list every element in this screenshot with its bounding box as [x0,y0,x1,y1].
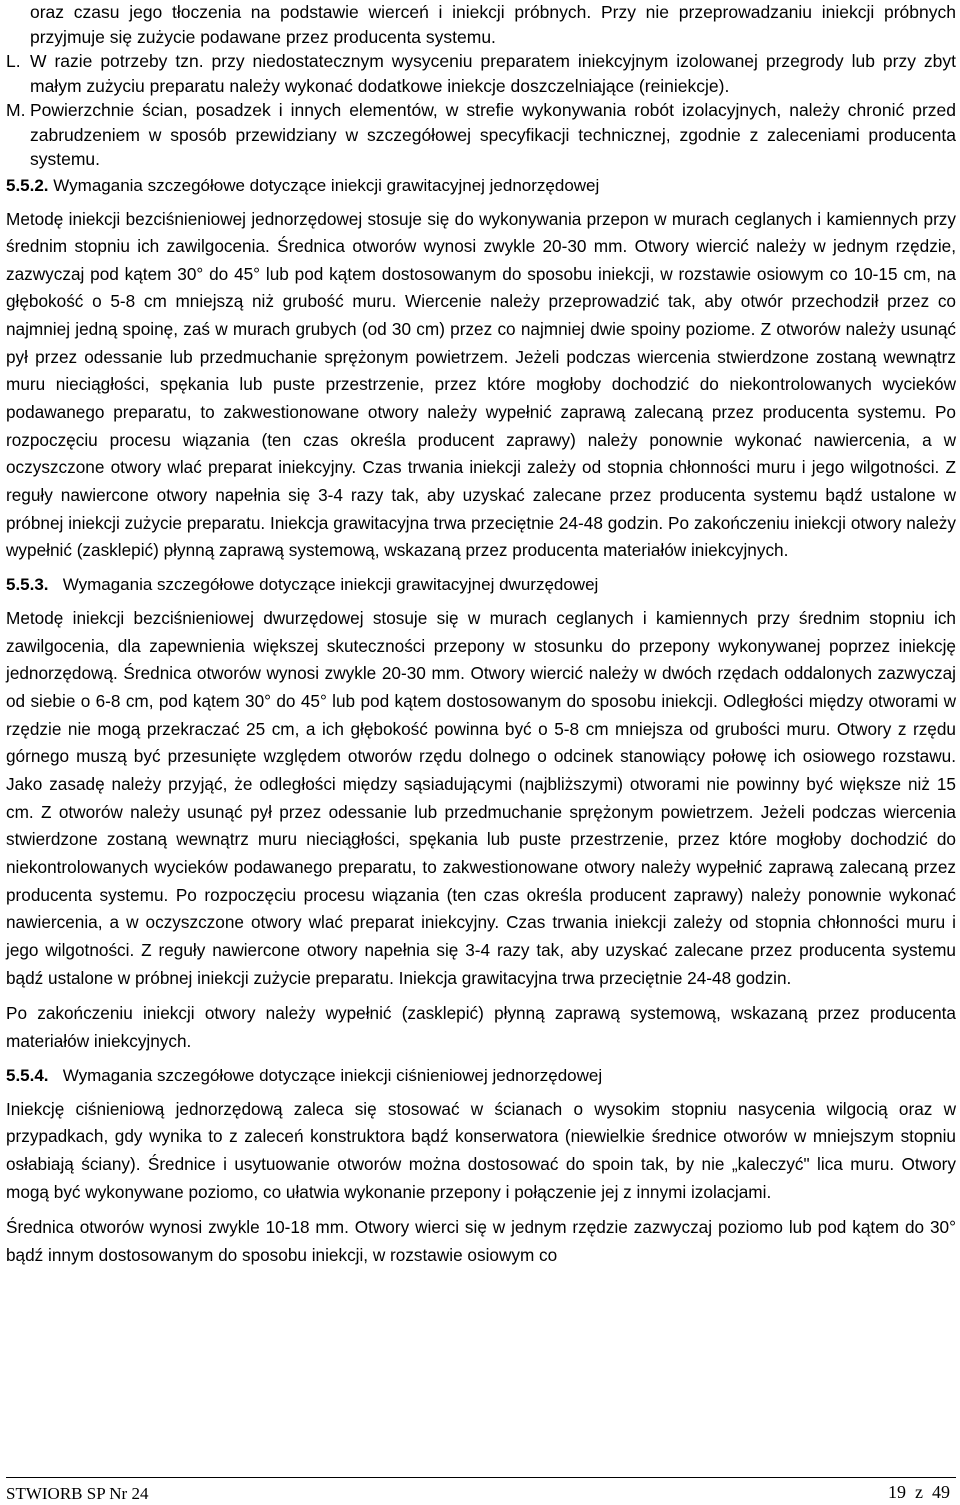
section-body-5-5-3-closing: Po zakończeniu iniekcji otwory należy wypełnić (zasklepić) płynną zaprawą systemową, wskazaną przez producenta materiałów iniekcyjnych. [6,1003,956,1051]
section-number: 5.5.4. [6,1065,49,1085]
section-body-5-5-3: Metodę iniekcji bezciśnieniowej dwurzędowej stosuje się w murach ceglanych i kamiennych przy średnim stopniu ich zawilgocenia, dla zapewnienia większej skuteczności przepony w stosunku do przepony wykonywanej poprzez iniekcję jednorzędową. Średnica otworów wynosi zwykle 20-30 mm. Otwory wiercić należy w dwóch rzędach oddalonych zazwyczaj od siebie o 6-8 cm, pod kątem 30° do 45° lub pod kątem dostosowanym do sposobu iniekcji. Odległości między otworami w rzędzie nie mogą przekraczać 25 cm, a ich głębokość powinna być o 5-8 cm mniejsza od grubości muru. Otwory z rzędu górnego muszą być przesunięte względem otworów rzędu dolnego o odcinek stanowiący połowę ich osiowego rozstawu. Jako zasadę należy przyjąć, że odległości między sąsiadującymi (najbliższymi) otworami nie powinny być większe niż 15 cm. Z otworów należy usunąć pył przez odessanie lub przedmuchanie sprężonym powietrzem. Jeżeli podczas wiercenia stwierdzone zostaną wewnątrz muru nieciągłości, spękania lub puste przestrzenie, przez które mogłoby dochodzić do niekontrolowanych wycieków podawanego preparatu, to zakwestionowane otwory należy wypełnić zaprawą zalecaną przez producenta systemu. Po rozpoczęciu procesu wiązania (ten czas określa producent zaprawy) należy ponownie wykonać nawiercenia, a w oczyszczone otwory wlać preparat iniekcyjny. Czas trwania iniekcji zależy od stopnia chłonności muru i jego wilgotności. Z reguły nawiercone otwory napełnia się 3-4 razy tak, aby uzyskać zalecane przez producenta systemu bądź ustalone w próbnej iniekcji zużycie preparatu. Iniekcja grawitacyjna trwa przeciętnie 24-48 godzin. [6,608,956,988]
document-id: STWIORB SP Nr 24 [6,1484,149,1503]
page-separator: z [915,1482,923,1502]
section-body-5-5-4: Iniekcję ciśnieniową jednorzędową zaleca się stosować w ścianach o wysokim stopniu nasycenia wilgocią oraz w przypadkach, gdy wynika to z zaleceń konstruktora bądź konserwatora (niewielkie średnice otworów w mniejszym stopniu osłabiają ściany). Średnice i usytuowanie otworów można dostosować do spoin tak, by nie „kaleczyć" lica muru. Otwory mogą być wykonywane poziomo, co ułatwia wykonanie przepony i połączenie jej z innymi izolacjami. [6,1098,956,1202]
continued-paragraph: oraz czasu jego tłoczenia na podstawie wierceń i iniekcji próbnych. Przy nie przeprowadzaniu iniekcji próbnych przyjmuje się zużycie podawane przez producenta systemu. [30,2,956,47]
section-heading-5-5-2 [6,174,956,198]
list-item-text: Powierzchnie ścian, posadzek i innych elementów, w strefie wykonywania robót izolacyjnych, należy chronić przed zabrudzeniem w sposób przewidziany w szczegółowej specyfikacji technicznej, zgodnie z zaleceniami producenta systemu. [30,100,956,169]
section-title: Wymagania szczegółowe dotyczące iniekcji ciśnieniowej jednorzędowej [62,1065,603,1085]
section-body-5-5-4-continued: Średnica otworów wynosi zwykle 10-18 mm. Otwory wierci się w jednym rzędzie zazwyczaj poziomo lub pod kątem do 30° bądź innym dostosowanym do sposobu iniekcji, w rozstawie osiowym co [6,1217,956,1265]
page-total: 49 [932,1482,950,1502]
section-number: 5.5.3. [6,575,49,595]
section-heading-5-5-3 [6,573,956,597]
list-item-label: L. [6,51,21,71]
list-item-text: W razie potrzeby tzn. przy niedostatecznym wysyceniu preparatem iniekcyjnym izolowanej przegrody lub przy zbyt małym zużyciu preparatu należy wykonać dodatkowe iniekcje doszczelniające (reiniekcje). [30,51,956,96]
section-title: Wymagania szczegółowe dotyczące iniekcji grawitacyjnej dwurzędowej [62,575,599,595]
section-body-5-5-2: Metodę iniekcji bezciśnieniowej jednorzędowej stosuje się do wykonywania przepon w murach ceglanych i kamiennych przy średnim stopniu ich zawilgocenia. Średnica otworów wynosi zwykle 20-30 mm. Otwory wiercić należy w jednym rzędzie, zazwyczaj pod kątem 30° do 45° lub pod kątem dostosowanym do sposobu iniekcji, w rozstawie osiowym co 10-15 cm, na głębokość o 5-8 cm mniejszą niż grubość muru. Wiercenie należy przeprowadzić tak, aby otwór przechodził przez co najmniej jedną spoinę, zaś w murach grubych (od 30 cm) przez co najmniej dwie spoiny poziome. Z otworów należy usunąć pył przez odessanie lub przedmuchanie sprężonym powietrzem. Jeżeli podczas wiercenia stwierdzone zostaną wewnątrz muru nieciągłości, spękania lub puste przestrzenie, przez które mogłoby dochodzić do niekontrolowanych wycieków podawanego preparatu, to zakwestionowane otwory należy wypełnić zaprawą zalecaną przez producenta systemu. Po rozpoczęciu procesu wiązania (ten czas określa producent zaprawy) należy ponownie wykonać nawiercenia, a w oczyszczone otwory wlać preparat iniekcyjny. Czas trwania iniekcji zależy od stopnia chłonności muru i jego wilgotności. Z reguły nawiercone otwory napełnia się 3-4 razy tak, aby uzyskać zalecane przez producenta systemu bądź ustalone w próbnej iniekcji zużycie preparatu. Iniekcja grawitacyjna trwa przeciętnie 24-48 godzin. Po zakończeniu iniekcji otwory należy wypełnić (zasklepić) płynną zaprawą systemową, wskazaną przez producenta materiałów iniekcyjnych. [6,208,956,561]
page-number: 19 [888,1482,906,1502]
page-counter [888,1482,950,1503]
list-item-m [6,98,956,172]
page-footer [6,1477,956,1504]
document-page [6,0,956,1269]
section-number: 5.5.2. [6,175,49,195]
section-title: Wymagania szczegółowe dotyczące iniekcji grawitacyjnej jednorzędowej [53,175,600,195]
list-item-label: M. [6,100,26,120]
list-item-l [6,49,956,98]
section-heading-5-5-4 [6,1064,956,1088]
